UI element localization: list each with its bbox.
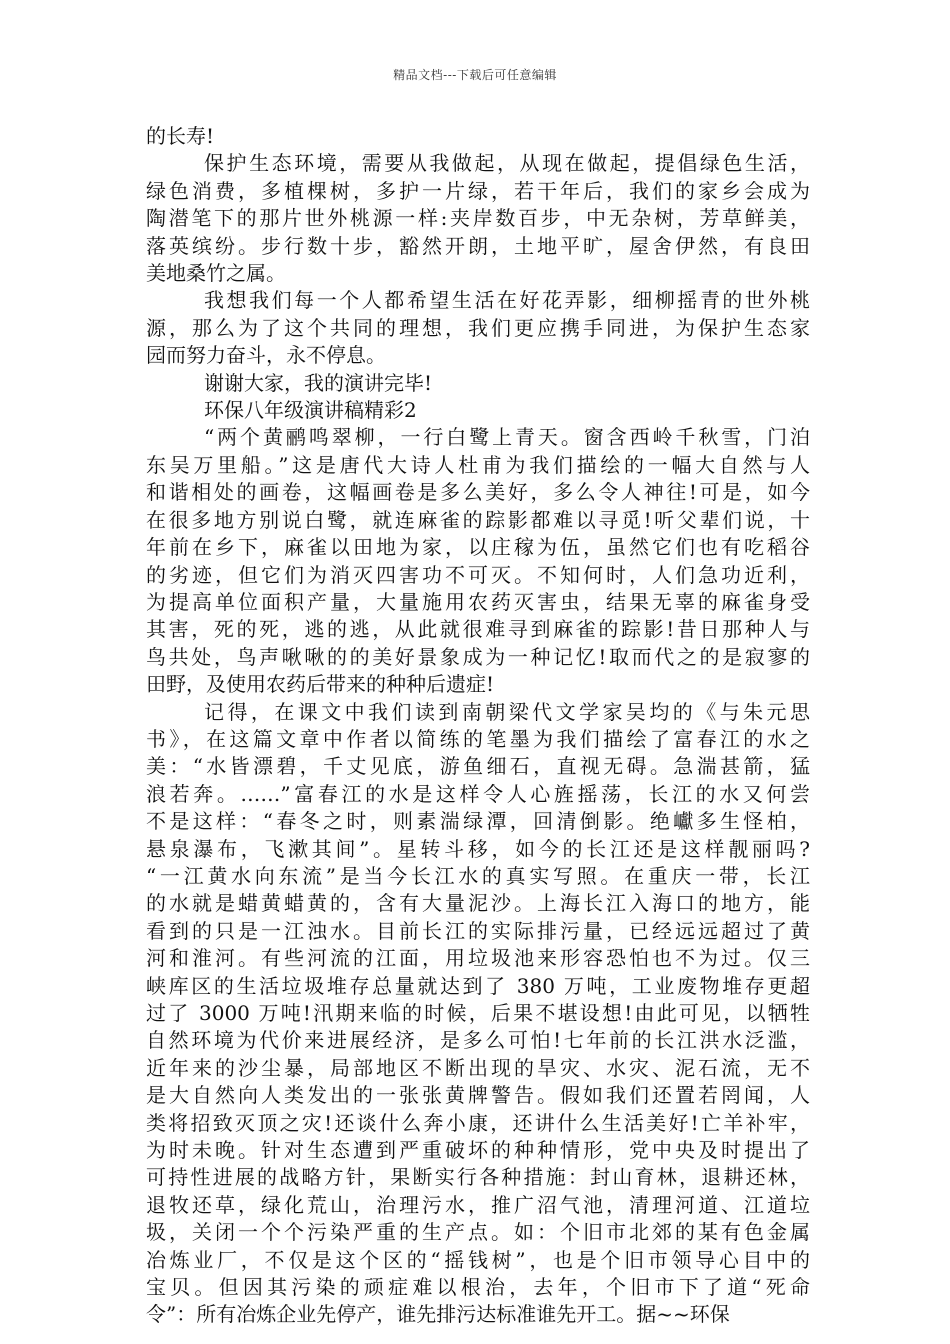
text-line: 的长寿! [146, 124, 215, 148]
paragraph [146, 397, 810, 424]
text-line: 落英缤纷。步行数十步，豁然开朗，土地平旷，屋舍伊然，有良田 [146, 233, 810, 258]
paragraph [146, 150, 810, 287]
text-line: 近年来的沙尘暴，局部地区不断出现的旱灾、水灾、泥石流，无不 [146, 1055, 810, 1080]
text-line: 是大自然向人类发出的一张张黄牌警告。假如我们还置若罔闻，人 [146, 1083, 810, 1108]
page-header: 精品文档---下载后可任意编辑 [393, 68, 557, 82]
text-line: 看到的只是一江浊水。目前长江的实际排污量，已经远远超过了黄 [146, 918, 810, 943]
text-line: “一江黄水向东流”是当今长江水的真实写照。在重庆一带，长江 [146, 863, 810, 888]
text-line: 美地桑竹之属。 [146, 261, 286, 286]
text-line: 的劣迹，但它们为消灭四害功不可灭。不知何时，人们急功近利， [146, 562, 810, 587]
text-line: 悬泉瀑布，飞漱其间”。星转斗移，如今的长江还是这样靓丽吗? [146, 836, 810, 861]
text-line: 源，那么为了这个共同的理想，我们更应携手同进，为保护生态家 [146, 315, 810, 340]
text-line: 年前在乡下，麻雀以田地为家，以庄稼为伍，虽然它们也有吃稻谷 [146, 535, 810, 560]
text-line: 在很多地方别说白鹭，就连麻雀的踪影都难以寻觅!听父辈们说，十 [146, 507, 810, 532]
text-line: 书》，在这篇文章中作者以简练的笔墨为我们描绘了富春江的水之 [146, 726, 810, 751]
text-line: 为提高单位面积产量，大量施用农药灭害虫，结果无辜的麻雀身受 [146, 589, 810, 614]
text-line: 冶炼业厂，不仅是这个区的“摇钱树”，也是个旧市领导心目中的 [146, 1247, 810, 1272]
text-line: 美：“水皆漂碧，千丈见底，游鱼细石，直视无碍。急湍甚箭，猛 [146, 754, 810, 779]
text-line: 陶潜笔下的那片世外桃源一样:夹岸数百步，中无杂树，芳草鲜美， [146, 206, 810, 231]
paragraph [146, 424, 810, 698]
text-line: 自然环境为代价来进展经济，是多么可怕!七年前的长江洪水泛滥， [146, 1028, 810, 1053]
paragraph [146, 287, 810, 369]
text-line: 不是这样：“春冬之时，则素湍绿潭，回清倒影。绝巘多生怪柏， [146, 809, 810, 834]
text-line: 的水就是蜡黄蜡黄的，含有大量泥沙。上海长江入海口的地方，能 [146, 891, 810, 916]
document-body [146, 123, 810, 1329]
text-line: 东吴万里船。”这是唐代大诗人杜甫为我们描绘的一幅大自然与人 [146, 452, 810, 477]
text-line: 宝贝。但因其污染的顽症难以根治，去年，个旧市下了道“死命 [146, 1275, 810, 1300]
text-line: 峡库区的生活垃圾堆存总量就达到了 380 万吨，工业废物堆存更超 [146, 973, 810, 998]
text-line: 鸟共处，鸟声啾啾的的美好景象成为一种记忆!取而代之的是寂寥的 [146, 644, 810, 669]
text-line: 园而努力奋斗，永不停息。 [146, 343, 386, 368]
text-line: 令”：所有冶炼企业先停产，谁先排污达标准谁先开工。据~~环保 [146, 1302, 730, 1327]
text-line: 记得，在课文中我们读到南朝梁代文学家吴均的《与朱元思 [204, 699, 810, 724]
text-line: 浪若奔。……”富春江的水是这样令人心旌摇荡，长江的水又何尝 [146, 781, 810, 806]
paragraph [146, 123, 810, 150]
text-line: 保护生态环境，需要从我做起，从现在做起，提倡绿色生活， [204, 151, 810, 176]
text-line: 退牧还草，绿化荒山，治理污水，推广沼气池，清理河道、江道垃 [146, 1192, 810, 1217]
text-line: 河和淮河。有些河流的江面，用垃圾池来形容恐怕也不为过。仅三 [146, 946, 810, 971]
text-line: 其害，死的死，逃的逃，从此就很难寻到麻雀的踪影!昔日那种人与 [146, 617, 810, 642]
text-line: 为时未晚。针对生态遭到严重破坏的种种情形，党中央及时提出了 [146, 1138, 810, 1163]
text-line: 绿色消费，多植棵树，多护一片绿，若干年后，我们的家乡会成为 [146, 178, 810, 203]
text-line: 过了 3000 万吨!汛期来临的时候，后果不堪设想!由此可见，以牺牲 [146, 1001, 810, 1025]
text-line: 类将招致灭顶之灾!还谈什么奔小康，还讲什么生活美好!亡羊补牢， [146, 1110, 810, 1135]
text-line: 可持性进展的战略方针，果断实行各种措施：封山育林，退耕还林， [146, 1165, 810, 1190]
text-line: 和谐相处的画卷，这幅画卷是多么美好，多么令人神往!可是，如今 [146, 480, 810, 505]
paragraph [146, 370, 810, 397]
text-line: “两个黄鹂鸣翠柳，一行白鹭上青天。窗含西岭千秋雪，门泊 [204, 425, 810, 450]
text-line: 圾，关闭一个个污染严重的生产点。如：个旧市北郊的某有色金属 [146, 1220, 810, 1245]
text-line: 环保八年级演讲稿精彩2 [204, 398, 417, 423]
paragraph [146, 699, 810, 1329]
text-line: 我想我们每一个人都希望生活在好花弄影，细柳摇青的世外桃 [204, 288, 810, 313]
text-line: 谢谢大家，我的演讲完毕! [204, 370, 433, 395]
text-line: 田野，及使用农药后带来的种种后遗症! [146, 672, 495, 697]
